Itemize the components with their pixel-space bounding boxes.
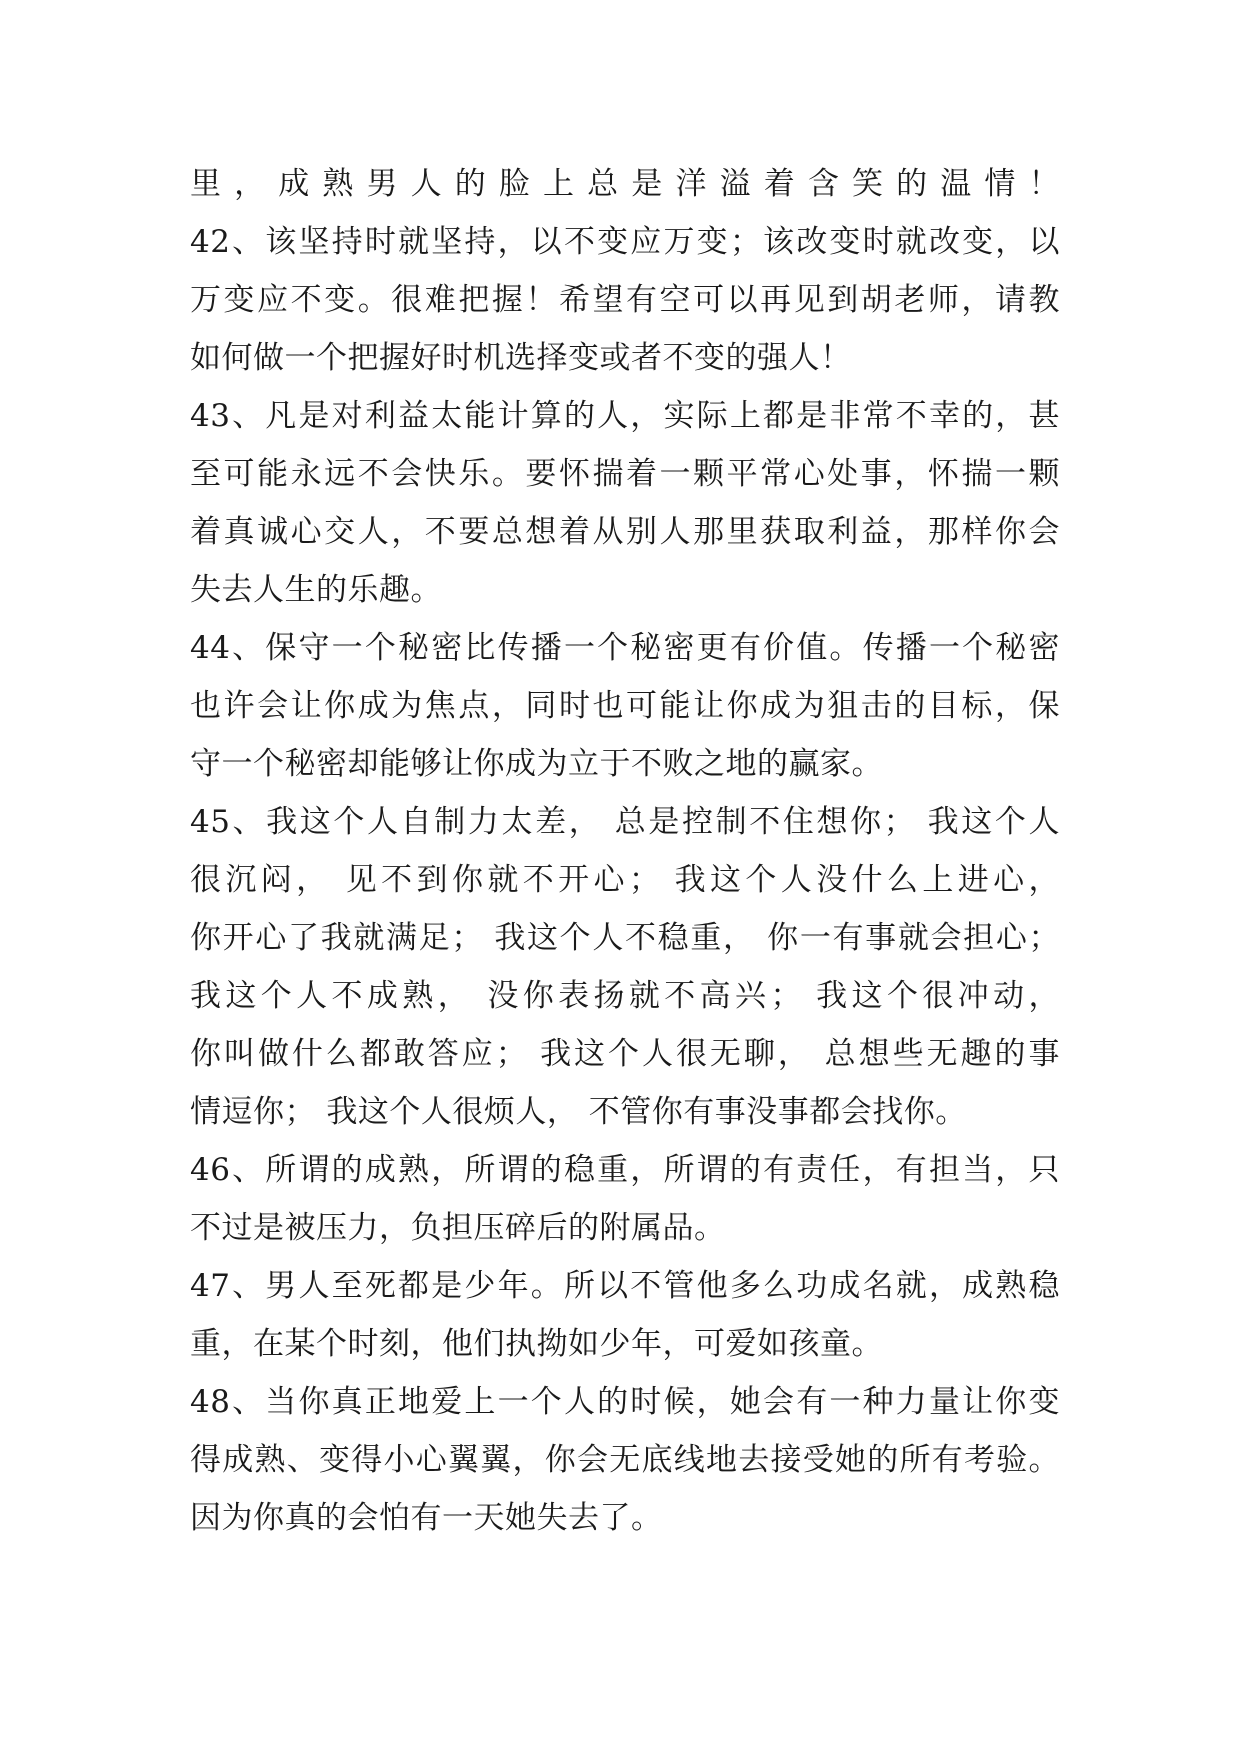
text-line: 守一个秘密却能够让你成为立于不败之地的赢家。 xyxy=(190,746,883,782)
text-line: 43、凡是对利益太能计算的人，实际上都是非常不幸的，甚 xyxy=(190,398,1060,434)
text-line: 你叫做什么都敢答应； 我这个人很无聊， 总想些无趣的事 xyxy=(190,1036,1060,1072)
text-line: 至可能永远不会快乐。要怀揣着一颗平常心处事，怀揣一颗 xyxy=(190,456,1060,492)
text-line: 着真诚心交人，不要总想着从别人那里获取利益，那样你会 xyxy=(190,514,1060,550)
text-line: 42、该坚持时就坚持，以不变应万变；该改变时就改变，以 xyxy=(190,224,1060,260)
text-line: 我这个人不成熟， 没你表扬就不高兴； 我这个很冲动， xyxy=(190,978,1060,1014)
text-line: 如何做一个把握好时机选择变或者不变的强人！ xyxy=(190,340,852,376)
body-text xyxy=(190,155,1060,1547)
text-line: 47、男人至死都是少年。所以不管他多么功成名就，成熟稳 xyxy=(190,1268,1060,1304)
text-line: 得成熟、变得小心翼翼，你会无底线地去接受她的所有考验。 xyxy=(190,1442,1060,1478)
text-line: 失去人生的乐趣。 xyxy=(190,572,442,608)
text-line: 因为你真的会怕有一天她失去了。 xyxy=(190,1500,663,1536)
text-line: 44、保守一个秘密比传播一个秘密更有价值。传播一个秘密 xyxy=(190,630,1060,666)
text-line: 也许会让你成为焦点，同时也可能让你成为狙击的目标，保 xyxy=(190,688,1060,724)
text-line: 很沉闷， 见不到你就不开心； 我这个人没什么上进心， xyxy=(190,862,1060,898)
text-line: 情逗你； 我这个人很烦人， 不管你有事没事都会找你。 xyxy=(190,1094,967,1130)
text-line: 46、所谓的成熟，所谓的稳重，所谓的有责任，有担当，只 xyxy=(190,1152,1060,1188)
text-line: 你开心了我就满足； 我这个人不稳重， 你一有事就会担心； xyxy=(190,920,1060,956)
text-line: 48、当你真正地爱上一个人的时候，她会有一种力量让你变 xyxy=(190,1384,1060,1420)
text-line: 重，在某个时刻，他们执拗如少年，可爱如孩童。 xyxy=(190,1326,883,1362)
text-line: 不过是被压力，负担压碎后的附属品。 xyxy=(190,1210,726,1246)
text-line: 45、我这个人自制力太差， 总是控制不住想你； 我这个人 xyxy=(190,804,1060,840)
text-line: 里，成熟男人的脸上总是洋溢着含笑的温情！ xyxy=(190,166,1060,202)
text-line: 万变应不变。很难把握！希望有空可以再见到胡老师，请教 xyxy=(190,282,1060,318)
